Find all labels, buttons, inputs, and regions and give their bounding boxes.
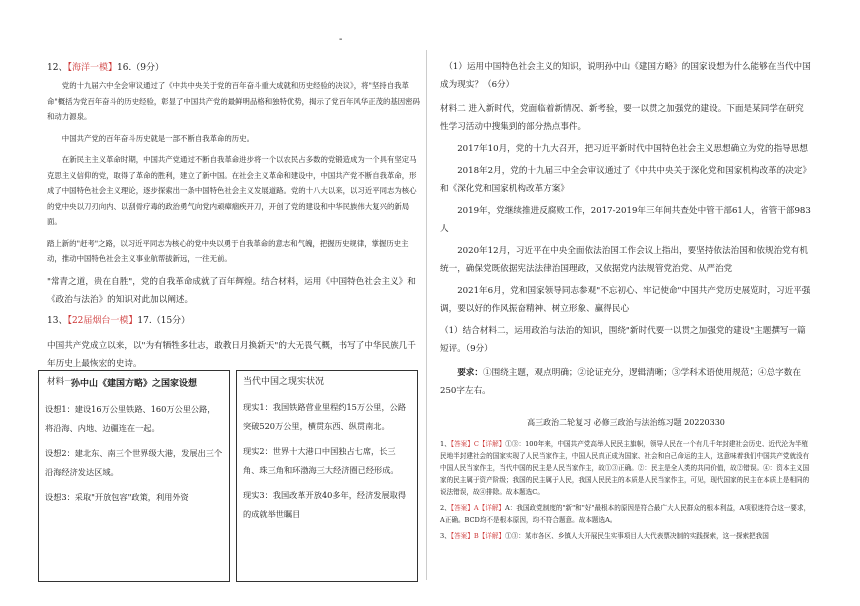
reality-item-2: 现实2：世界十大港口中国独占七席，长三角、珠三角和环渤海三大经济圈已经形成。 <box>243 446 399 475</box>
answer-section-title: 高三政治二轮复习 必修三政治与法治练习题 20220330 <box>527 418 725 427</box>
header-mark: - <box>339 34 343 45</box>
requirements: 要求：①围绕主题，观点明确；②论证充分，逻辑清晰；③学科术语使用规范；④总字数在250字左右。 <box>440 368 801 396</box>
question-12-header: 12、【海洋一模】16.（9分） <box>47 63 165 73</box>
question-12-material-4: 踏上新的"赶考"之路，以习近平同志为核心的党中央以勇于自我革命的意志和气魄，把握历史规律，掌握历史主动，推动中国特色社会主义事业航帮拔新远，一往无前。 <box>47 238 409 263</box>
plan-box-title: 孙中山《建国方略》之国家设想 <box>70 379 197 389</box>
event-2021: 2021年6月，党和国家领导同志参观"不忘初心、牢记使命"中国共产党历史展览时，习近平强调，要以好的作风振奋精神、树立形象、赢得民心 <box>440 286 811 314</box>
reality-box <box>236 370 418 582</box>
question-12-material-2: 中国共产党的百年奋斗历史就是一部不断自我革命的历史。 <box>61 133 254 143</box>
question-13-intro: 中国共产党成立以来，以"为有牺牲多壮志，敢教日月换新天"的大无畏气概，书写了中华民族几千年历史上最恢宏的史诗。 <box>47 340 416 369</box>
sub-question-1: （1）运用中国特色社会主义的知识，说明孙中山《建国方略》的国家设想为什么能够在当代中国成为现实？（6分） <box>440 62 811 90</box>
question-12-material-1: 党的十九届六中全会审议通过了《中共中央关于党的百年奋斗重大成就和历史经验的决议》，将"坚持自我革命"概括为党百年奋斗的历史经验，彰显了中国共产党的最鲜明品格和独特优势，揭示了党百年风华正茂的基因密码和动力源泉。 <box>47 81 420 121</box>
answer-2: 2、【答案】A【详解】A：我国政党制度的"新"和"好"最根本的原因是符合最广大人民群众的根本利益，A项很迷符合这一要求，A正确。BCD均不是根本原因，均不符合题意。故本题选A。 <box>440 504 811 524</box>
answer-3: 3、【答案】B【详解】①③：某市各区、乡镇人大开展民生实事项目人大代表票决制的实践探索，这一探索把我国 <box>440 532 769 540</box>
question-12-task: "常青之道，贵在自胜"，党的自我革命成就了百年辉煌。结合材料，运用《中国特色社会主义》和《政治与法治》的知识对此加以阐述。 <box>47 276 416 305</box>
reality-item-1: 现实1：我国铁路营业里程约15万公里，公路突破520万公里，横贯东西、纵贯南北。 <box>243 402 407 431</box>
question-13-source: 【22届烟台一模】 <box>67 315 138 326</box>
reality-item-3: 现实3：我国改革开放40多年，经济发展取得的成就举世瞩目 <box>243 490 407 519</box>
question-12-material-3: 在新民主主义革命时期，中国共产党通过不断自我革命进步将一个以农民占多数的党锻造成为一个具有坚定马克思主义信仰的党，取得了革命的胜利，建立了新中国。在社会主义革命和建设中，中国共产党不断自我革命，形成了中国特色社会主义理论，逐步探索出一条中国特色社会主义发展道路。党的十八大以来，以习近平同志为核心的党中央以刀刃向内、以刮骨疗毒的政治勇气向党内顽瘴痼疾开刀，开创了党的建设和中华民族伟大复兴的新局面。 <box>47 155 417 226</box>
event-2017: 2017年10月，党的十九大召开，把习近平新时代中国特色社会主义思想确立为党的指导思想 <box>457 144 808 154</box>
answer-1: 1、【答案】C【详解】①③：100年来，中国共产党高举人民民主旗帜，领导人民在一个有几千年封建社会历史、近代沦为半殖民地半封建社会的国家实现了人民当家作主，中国人民真正成为国家、社会和自己命运的主人，这意味着我们中国共产党就没有中国人民当家作主，当代中国的民主是人民当家作主，故①③正确。②：民主是全人类的共同价值，故②错误。④：资本主义国家的民主属于资产阶级；我国的民主属于人民，我国人民民主的本质是人民当家作主，可见，现代国家的民主在本质上是相同的说法错误，故④排除。故本题选C。 <box>440 440 810 496</box>
plan-box <box>38 370 230 582</box>
plan-item-1: 设想1：建设16万公里铁路、160万公里公路，将沿海、内地、边疆连在一起。 <box>45 404 216 433</box>
plan-item-2: 设想2：建北东、南三个世界级大港，发展出三个沿海经济发达区域。 <box>45 448 223 477</box>
reality-box-title: 当代中国之现实状况 <box>243 377 325 387</box>
event-2018: 2018年2月，党的十九届三中全会审议通过了《中共中央关于深化党和国家机构改革的决定》和《深化党和国家机构改革方案》 <box>440 166 812 194</box>
right-column <box>440 58 812 546</box>
plan-item-3: 设想3：采取"开放包容"政策，利用外资 <box>45 492 189 502</box>
material-1-label: 材料一 <box>47 376 73 387</box>
event-2019: 2019年，党继续推进反腐败工作，2017-2019年三年间共查处中管干部61人，省管干部983人 <box>440 206 811 234</box>
sub-question-2: （1）结合材料二，运用政治与法治的知识，围绕"新时代要一以贯之加强党的建设"主题撰写一篇短评。（9分） <box>440 326 806 354</box>
column-divider <box>426 50 427 580</box>
material-2-intro: 材料二 进入新时代，党面临着新情况、新考验，要一以贯之加强党的建设。下面是某同学在研究性学习活动中搜集到的部分热点事件。 <box>440 104 804 132</box>
left-column <box>47 58 422 391</box>
question-12-source: 【海洋一模】 <box>67 63 117 73</box>
question-13-header: 13、【22届烟台一模】17.（15分） <box>47 315 191 326</box>
event-2020: 2020年12月，习近平在中央全面依法治国工作会议上指出，要坚持依法治国和依规治党有机统一，确保党既依据宪法法律治国理政，又依据党内法规管党治党、从严治党 <box>440 246 808 274</box>
